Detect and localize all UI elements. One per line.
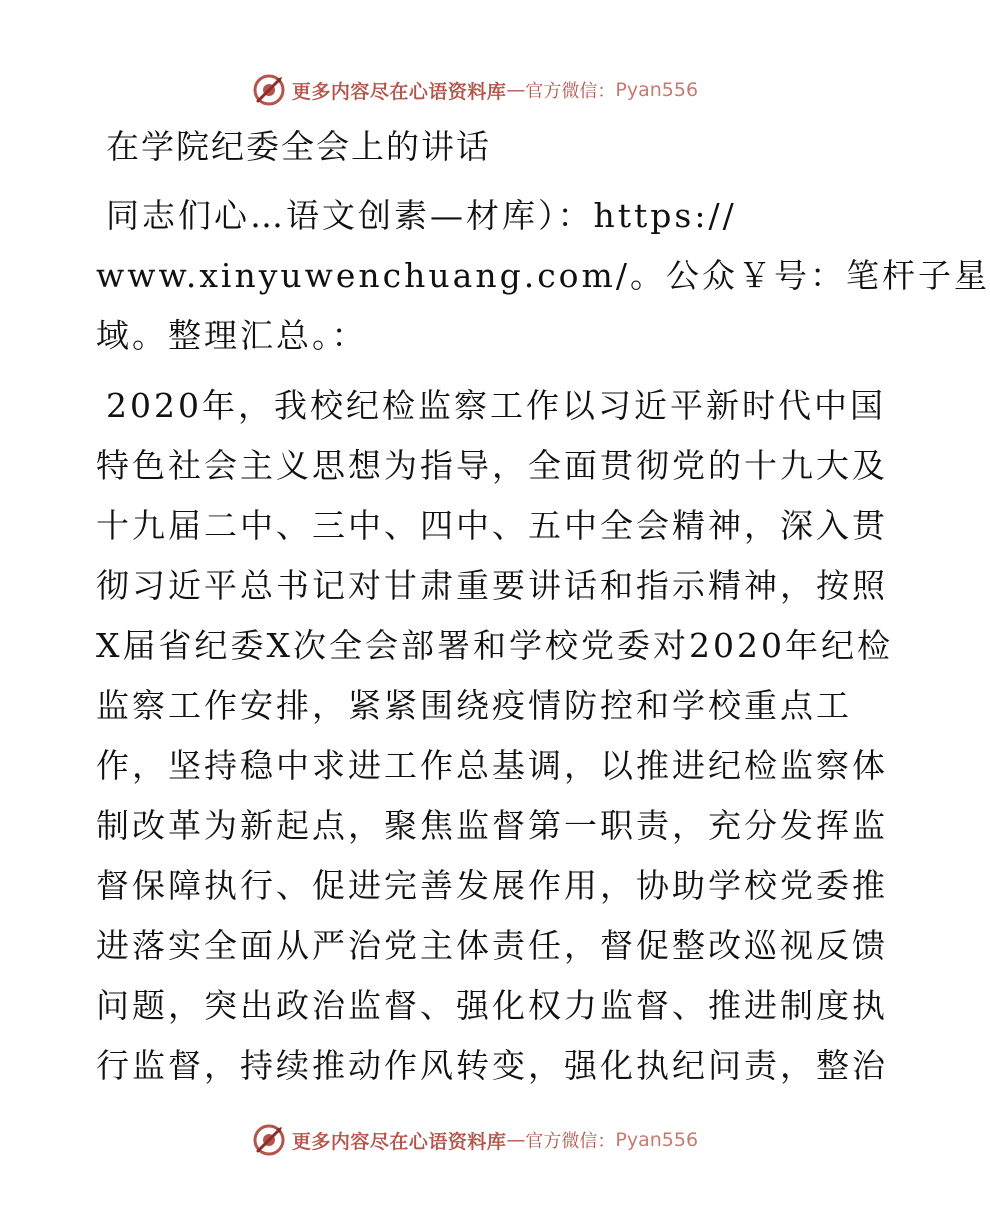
intro-line: 域。整理汇总。：: [96, 316, 368, 355]
banner-wechat-id: Pyan556: [615, 1129, 699, 1151]
document-body: [96, 124, 990, 1106]
banner-brand-text: 更多内容尽在心语资料库: [291, 80, 507, 103]
body-line: 问题，突出政治监督、强化权力监督、推进制度执: [96, 986, 888, 1025]
body-line: 进落实全面从严治党主体责任，督促整改巡视反馈: [96, 926, 888, 965]
body-line: 作，坚持稳中求进工作总基调，以推进纪检监察体: [96, 746, 888, 785]
banner-brand-text: 更多内容尽在心语资料库: [291, 1130, 507, 1153]
intro-line: www.xinyuwenchuang.com/。公众￥号：笔杆子星: [96, 256, 990, 295]
document-title: 在学院纪委全会上的讲话: [106, 127, 491, 166]
banner-wechat-label: 官方微信：: [525, 1131, 616, 1152]
body-line: 督保障执行、促进完善发展作用，协助学校党委推: [96, 866, 888, 905]
logo-icon: [252, 1123, 286, 1157]
body-line: 2020年，我校纪检监察工作以习近平新时代中国: [106, 386, 886, 425]
logo-icon: [252, 73, 286, 107]
body-line: 彻习近平总书记对甘肃重要讲话和指示精神，按照: [96, 566, 888, 605]
banner-separator: —: [506, 79, 526, 101]
body-line: 制改革为新起点，聚焦监督第一职责，充分发挥监: [96, 806, 888, 845]
body-line: 监察工作安排，紧紧围绕疫情防控和学校重点工: [96, 686, 852, 725]
banner-wechat-id: Pyan556: [615, 79, 699, 101]
body-line: 十九届二中、三中、四中、五中全会精神，深入贯: [96, 506, 888, 545]
banner-separator: —: [506, 1129, 526, 1151]
intro-paragraph: [96, 186, 990, 366]
footer-banner: [0, 1120, 950, 1160]
banner-wechat-label: 官方微信：: [525, 81, 616, 102]
intro-line: 同志们心…语文创素—材库）：https://: [106, 196, 737, 235]
body-line: X届省纪委X次全会部署和学校党委对2020年纪检: [96, 626, 893, 665]
body-line: 行监督，持续推动作风转变，强化执纪问责，整治: [96, 1046, 888, 1085]
header-banner: [0, 70, 950, 110]
body-paragraph: [96, 376, 893, 1096]
body-line: 特色社会主义思想为指导，全面贯彻党的十九大及: [96, 446, 888, 485]
